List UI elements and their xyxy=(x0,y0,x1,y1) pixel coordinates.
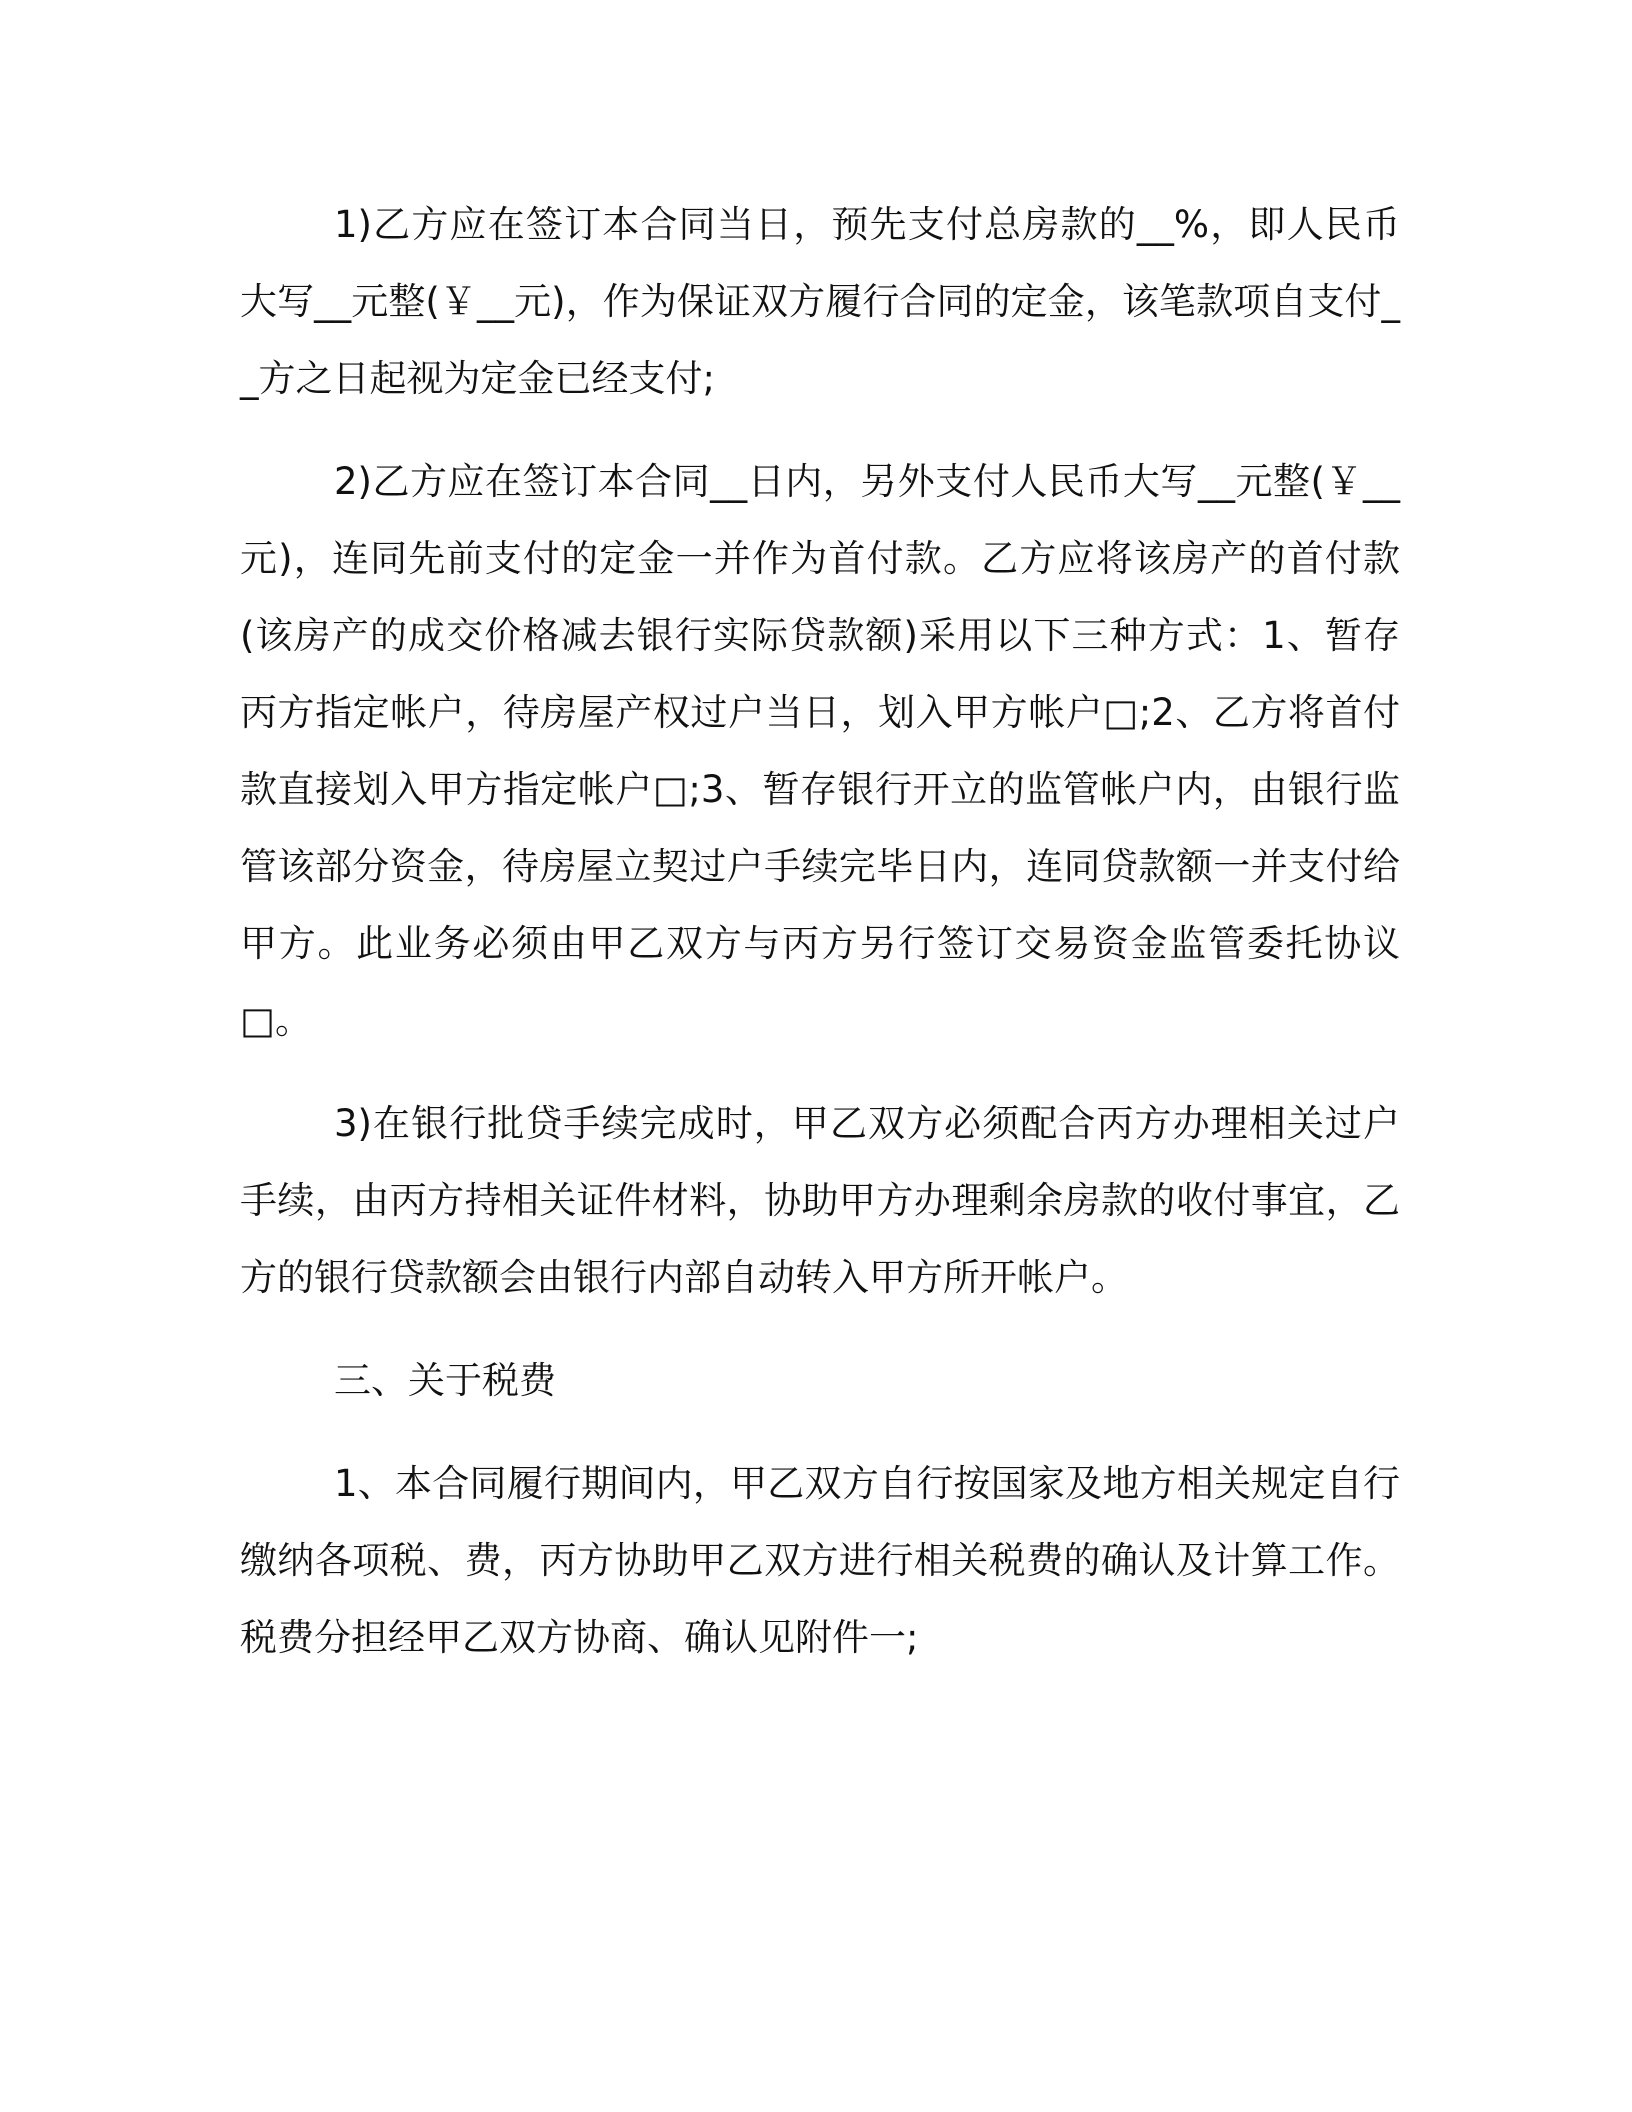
clause-paragraph-3: 3)在银行批贷手续完成时，甲乙双方必须配合丙方办理相关过户手续，由丙方持相关证件材料，协助甲方办理剩余房款的收付事宜，乙方的银行贷款额会由银行内部自动转入甲方所开帐户。 xyxy=(240,1102,1400,1299)
tax-clause-paragraph: 1、本合同履行期间内，甲乙双方自行按国家及地方相关规定自行缴纳各项税、费，丙方协助甲乙双方进行相关税费的确认及计算工作。税费分担经甲乙双方协商、确认见附件一; xyxy=(240,1462,1400,1659)
document-body xyxy=(240,186,1400,1702)
clause-paragraph-2: 2)乙方应在签订本合同__日内，另外支付人民币大写__元整(￥__元)，连同先前支付的定金一并作为首付款。乙方应将该房产的首付款(该房产的成交价格减去银行实际贷款额)采用以下三种方式：1、暂存丙方指定帐户，待房屋产权过户当日，划入甲方帐户□;2、乙方将首付款直接划入甲方指定帐户□;3、暂存银行开立的监管帐户内，由银行监管该部分资金，待房屋立契过户手续完毕日内，连同贷款额一并支付给甲方。此业务必须由甲乙双方与丙方另行签订交易资金监管委托协议□。 xyxy=(240,460,1400,1042)
section-heading-taxes: 三、关于税费 xyxy=(334,1359,556,1402)
clause-paragraph-1: 1)乙方应在签订本合同当日，预先支付总房款的__%，即人民币大写__元整(￥__元)，作为保证双方履行合同的定金，该笔款项自支付__方之日起视为定金已经支付; xyxy=(240,203,1400,400)
